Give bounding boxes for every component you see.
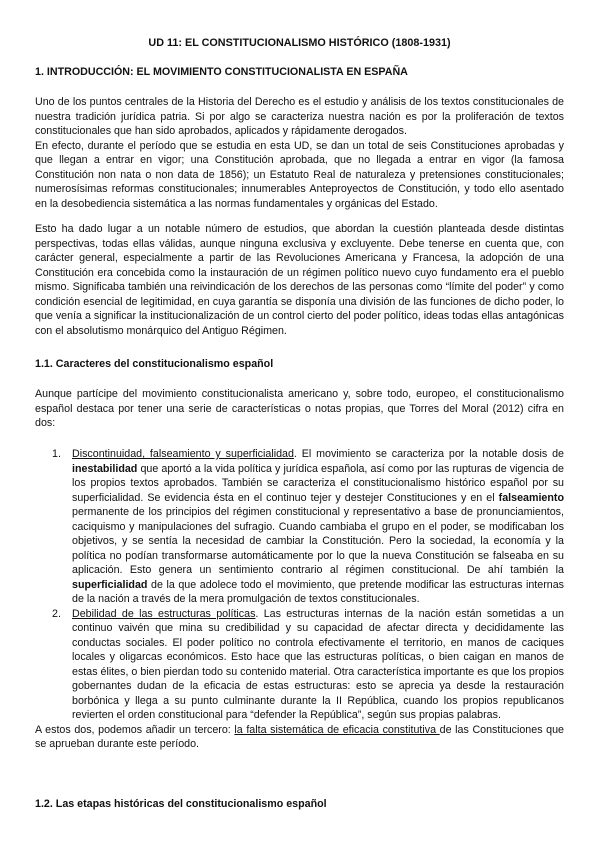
paragraph-intro-2: En efecto, durante el período que se estudia en esta UD, se dan un total de seis Constituciones aprobadas y que llegan a entrar en vigor; una Constitución aprobada, que no llegada a entrar en vigor (la famosa Constitución non nata o non data de 1856); un Estatuto Real de naturaleza y pretensiones constitucionales; numerosísimas reformas constitucionales; innumerables Anteproyectos de Constitución, y todo ello asentado en la desobediencia sistemática a las normas fundamentales y orgánicas del Estado. — [35, 139, 564, 210]
list-item-label: Debilidad de las estructuras políticas — [72, 607, 256, 620]
section-heading-1-2: 1.2. Las etapas históricas del constitucionalismo español — [35, 798, 327, 810]
list-item-text: . Las estructuras internas de la nación están sometidas a un continuo vaivén que mina su credibilidad y su capacidad de afectar directa y decididamente las conductas sociales. El poder político no controla efectivamente el territorio, en manos de caciques locales y oligarcas económicos. Esto hace que las estructuras políticas, o bien caigan en manos de estas élites, o bien pierdan todo su contenido material. Otra característica importante es que los propios gobernantes dudan de la eficacia de estas estructuras: esto se aprecia ya desde la restauración borbónica y llega a su punto culminante durante la II República, cuando los propios republicanos revierten el orden constitucional para “defender la República”, según sus propias palabras. — [72, 607, 564, 721]
outro-text: A estos dos, podemos añadir un tercero: — [35, 723, 235, 736]
caracteres-list — [35, 447, 564, 752]
list-item-text: permanente de los principios del régimen constitucional y representativo a base de pronunciamientos, caciquismo y manipulaciones del sufragio. Cuando cambiaba el grupo en el poder, se modificaban los objetivos, y se sentía la necesidad de cambiar la Constitución. Pero la sociedad, la economía y la política no podían transformarse automáticamente por lo que la nueva Constitución se falseaba en su aplicación. Esto genera un sentimiento contrario al régimen constitucional. De ahí también la — [72, 506, 564, 576]
paragraph-caracteres-intro: Aunque partícipe del movimiento constitucionalista americano y, sobre todo, europeo, el constitucionalismo español destaca por tener una serie de características o notas propias, que Torres del Moral (2012) cifra en dos: — [35, 388, 564, 429]
list-item-text: . El movimiento se caracteriza por la notable dosis de — [293, 448, 564, 460]
list-item-text: de la que adolece todo el movimiento, que pretende modificar las estructuras internas de la nación a través de la mera promulgación de textos constitucionales. — [72, 578, 564, 605]
paragraph-tercero — [35, 723, 564, 752]
section-heading-1-1: 1.1. Caracteres del constitucionalismo español — [35, 358, 274, 370]
list-item — [35, 447, 564, 607]
paragraph-intro-1: Uno de los puntos centrales de la Historia del Derecho es el estudio y análisis de los textos constitucionales de nuestra tradición jurídica patria. Si por algo se caracteriza nuestra nación es por la proliferación de textos constitucionales que han sido aprobados, aplicados y rápidamente derogados. — [35, 96, 564, 137]
paragraph-studies: Esto ha dado lugar a un notable número de estudios, que abordan la cuestión planteada desde distintas perspectivas, todas ellas válidas, aunque ninguna exclusiva y excluyente. Debe tenerse en cuenta que, con carácter general, especialmente a partir de las Revoluciones Americana y Francesa, la adopción de una Constitución era concebida como la instauración de un régimen político nuevo cuyo fundamento era el pueblo mismo. Significaba también una reivindicación de los derechos de las personas como “límite del poder” y como condición esencial de legitimidad, en cuya garantía se disponía una división de las funciones de dicho poder, lo que venía a significar la institucionalización de un control cierto del poder político, ideas todas ellas antagónicas con el absolutismo monárquico del Antiguo Régimen. — [35, 223, 564, 337]
list-item-text: que aportó a la vida política y jurídica española, así como por las rupturas de vigencia de los propios textos aprobados. También se caracteriza el constitucionalismo histórico español por su superficialidad. Se evidencia ésta en el continuo tejer y destejer Constituciones y en el — [72, 462, 564, 504]
outro-underlined: la falta sistemática de eficacia constitutiva — [234, 723, 440, 736]
bold-term: inestabilidad — [72, 462, 138, 475]
list-number: 1. — [52, 448, 61, 460]
bold-term: falseamiento — [498, 491, 564, 504]
section-heading-1: 1. INTRODUCCIÓN: EL MOVIMIENTO CONSTITUCIONALISTA EN ESPAÑA — [35, 66, 408, 78]
document-title: UD 11: EL CONSTITUCIONALISMO HISTÓRICO (1808-1931) — [148, 37, 451, 49]
list-item-label: Discontinuidad, falseamiento y superficialidad — [72, 448, 294, 460]
bold-term: superficialidad — [72, 578, 148, 591]
paragraph-intro — [35, 95, 564, 211]
outro-text: de las Constituciones que se aprueban durante este período. — [35, 723, 564, 750]
list-item — [35, 607, 564, 723]
list-number: 2. — [52, 607, 61, 620]
